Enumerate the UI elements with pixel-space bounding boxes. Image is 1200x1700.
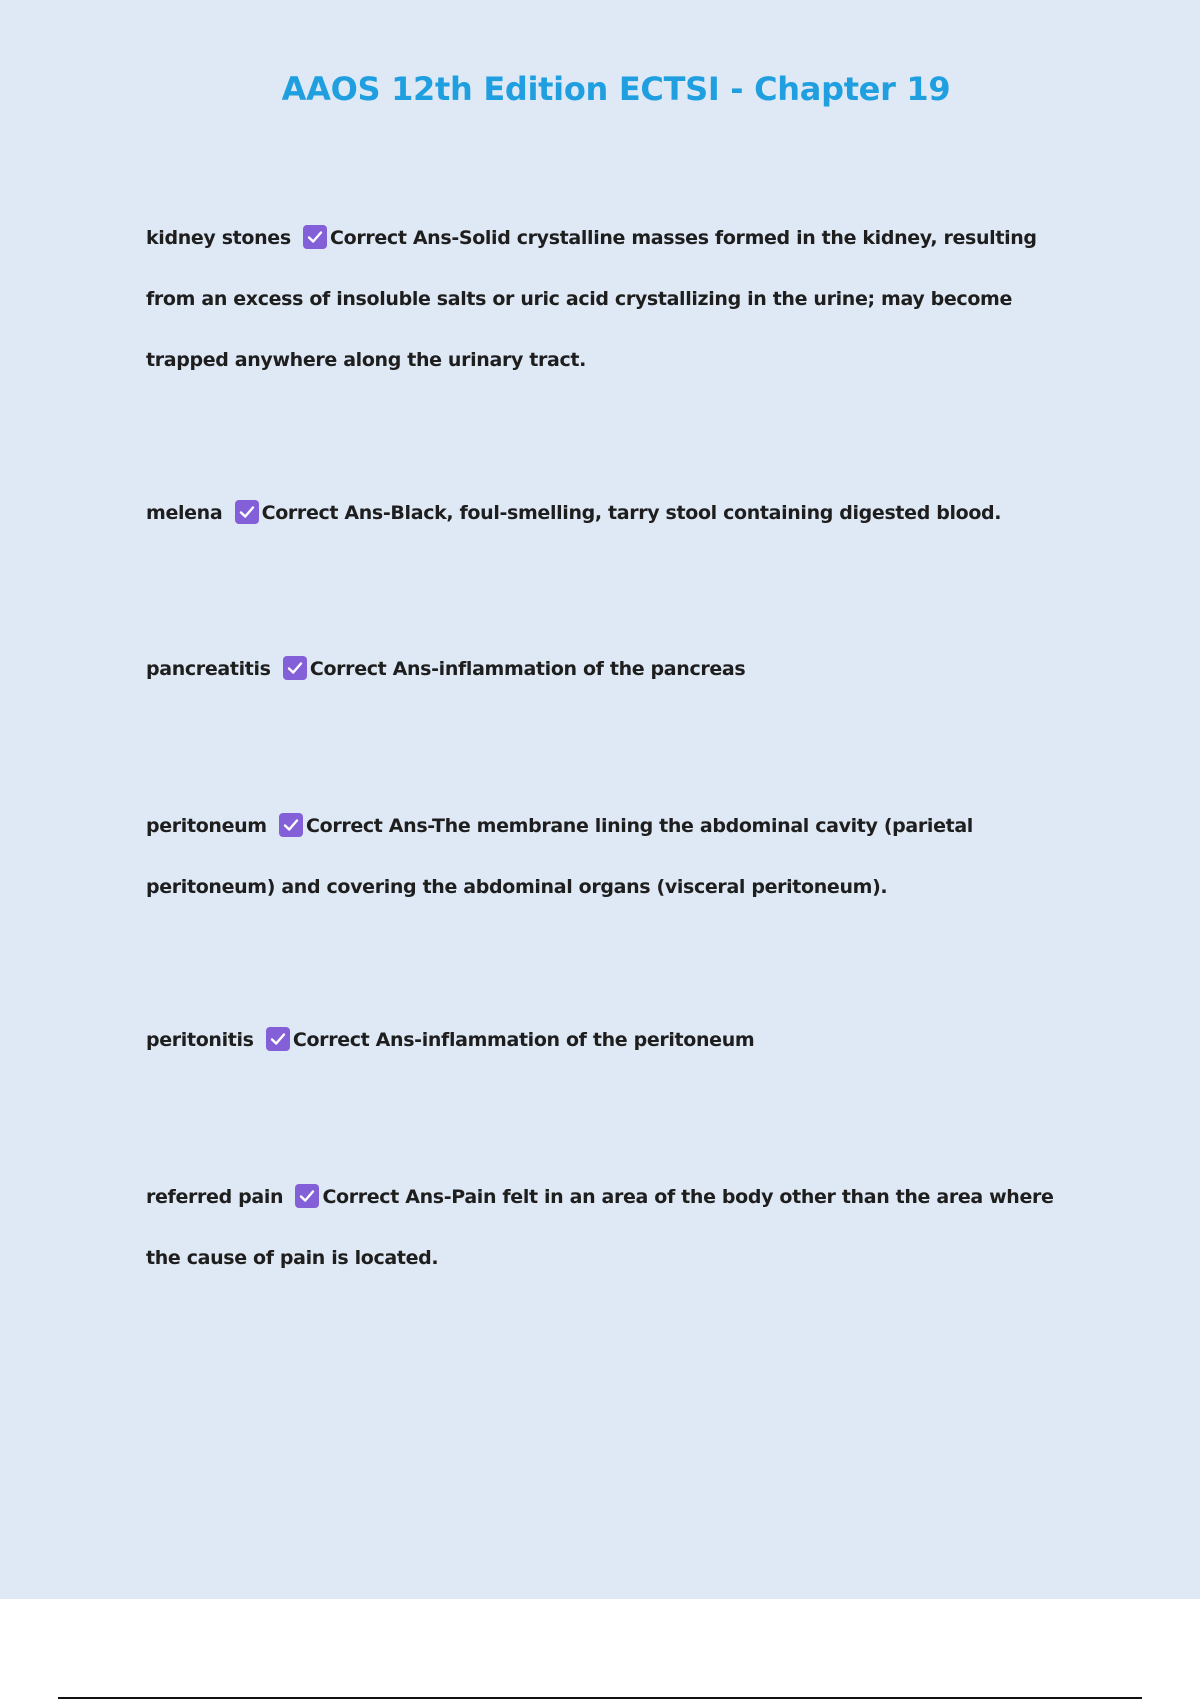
flashcard-entry-pancreatitis [146,639,1086,700]
check-box-icon [235,500,259,524]
check-box-icon [303,225,327,249]
entry-term: pancreatitis [146,658,271,680]
answer-prefix: Correct Ans- [330,227,459,249]
answer-prefix: Correct Ans- [306,815,433,837]
entry-term: kidney stones [146,227,291,249]
entry-definition: Black, foul-smelling, tarry stool containing digested blood. [390,502,1002,524]
entry-definition: inflammation of the pancreas [438,658,746,680]
answer-prefix: Correct Ans- [292,1029,422,1051]
flashcard-entry-kidney-stones [146,208,1086,391]
entry-term: melena [146,502,223,524]
answer-prefix: Correct Ans- [309,658,439,680]
entry-definition: The membrane lining the abdominal cavity (parietal peritoneum) and covering the abdominal organs (visceral peritoneum). [146,815,973,898]
check-box-icon [279,813,303,837]
entry-term: peritoneum [146,815,267,837]
answer-prefix: Correct Ans- [322,1186,452,1208]
flashcard-entry-melena [146,483,1086,544]
footer-divider [58,1697,1142,1699]
check-box-icon [283,656,307,680]
check-box-icon [295,1184,319,1208]
entry-definition: Solid crystalline masses formed in the kidney, resulting from an excess of insoluble salts or uric acid crystallizing in the urine; may become trapped anywhere along the urinary tract. [146,227,1037,371]
entry-term: referred pain [146,1186,284,1208]
entry-definition: Pain felt in an area of the body other than the area where the cause of pain is located. [146,1186,1054,1269]
answer-prefix: Correct Ans- [261,502,391,524]
document-title: AAOS 12th Edition ECTSI - Chapter 19 [281,70,951,108]
flashcard-entry-peritonitis [146,1010,1086,1071]
flashcard-entry-peritoneum [146,796,1086,918]
entry-definition: inflammation of the peritoneum [421,1029,755,1051]
check-box-icon [266,1027,290,1051]
flashcard-entry-referred-pain [146,1167,1086,1289]
entry-term: peritonitis [146,1029,254,1051]
